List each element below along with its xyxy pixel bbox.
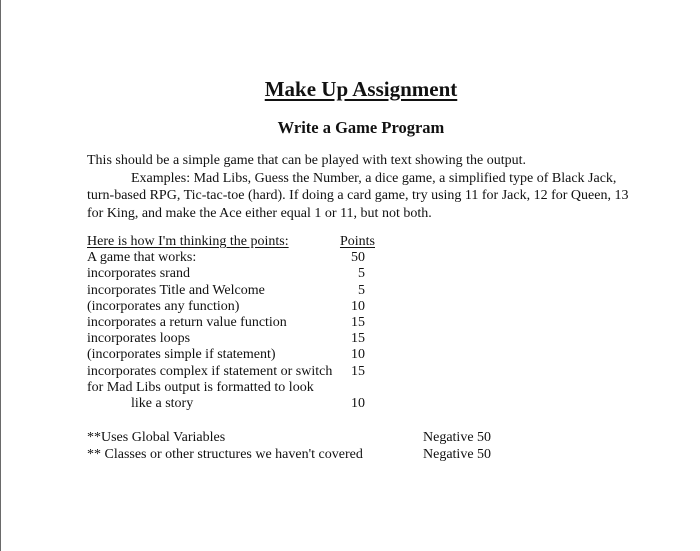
penalty-label: **Uses Global Variables [87,430,226,445]
points-row-label: incorporates srand [87,266,191,282]
penalty-value: Negative 50 [423,430,492,445]
points-row-label: (incorporates simple if statement) [87,347,276,363]
points-header-value: Points [339,234,375,249]
points-row-label: like a story [131,395,194,411]
points-row-label: for Mad Libs output is formatted to look [87,379,314,395]
document-title: Make Up Assignment [264,77,458,101]
points-header-label: Here is how I'm thinking the points: [87,234,289,249]
intro-paragraph [87,152,647,222]
penalty-row [87,429,507,446]
points-row [87,347,407,363]
points-row-value: 15 [351,331,365,347]
points-header-row [87,234,407,250]
points-table [87,234,407,412]
points-row-label: A game that works: [87,250,197,266]
points-row-label: incorporates a return value function [87,314,287,330]
points-row-value: 5 [358,282,365,298]
points-row-label: incorporates loops [87,331,191,347]
intro-examples: Examples: Mad Libs, Guess the Number, a dice game, a simplified type of Black Jack, turn-based RPG, Tic-tac-toe (hard). If doing a card game, try using 11 for Jack, 12 for Queen, 13 for King, and make the Ace either equal 1 or 11, but not both. [87,170,629,221]
points-row [87,299,407,315]
penalty-label: ** Classes or other structures we haven't covered [87,447,363,462]
document-subtitle: Write a Game Program [277,118,445,137]
points-row-value: 10 [351,298,365,314]
penalty-value: Negative 50 [423,447,492,462]
points-row-value: 15 [351,363,365,379]
points-row-label: incorporates Title and Welcome [87,282,265,298]
points-row [87,380,407,396]
penalties-list [87,429,507,463]
points-row [87,266,407,282]
points-row [87,315,407,331]
points-row-value: 5 [358,266,365,282]
points-row [87,283,407,299]
points-row-value: 10 [351,395,365,411]
points-row-value: 10 [351,347,365,363]
penalty-row [87,446,507,463]
points-row-value: 50 [351,250,365,266]
points-row [87,250,407,266]
points-row-value: 15 [351,314,365,330]
points-row [87,396,407,412]
points-row [87,331,407,347]
intro-line-1: This should be a simple game that can be played with text showing the output. [87,153,526,168]
points-row [87,364,407,380]
points-row-label: (incorporates any function) [87,298,240,314]
points-row-label: incorporates complex if statement or switch [87,363,333,379]
